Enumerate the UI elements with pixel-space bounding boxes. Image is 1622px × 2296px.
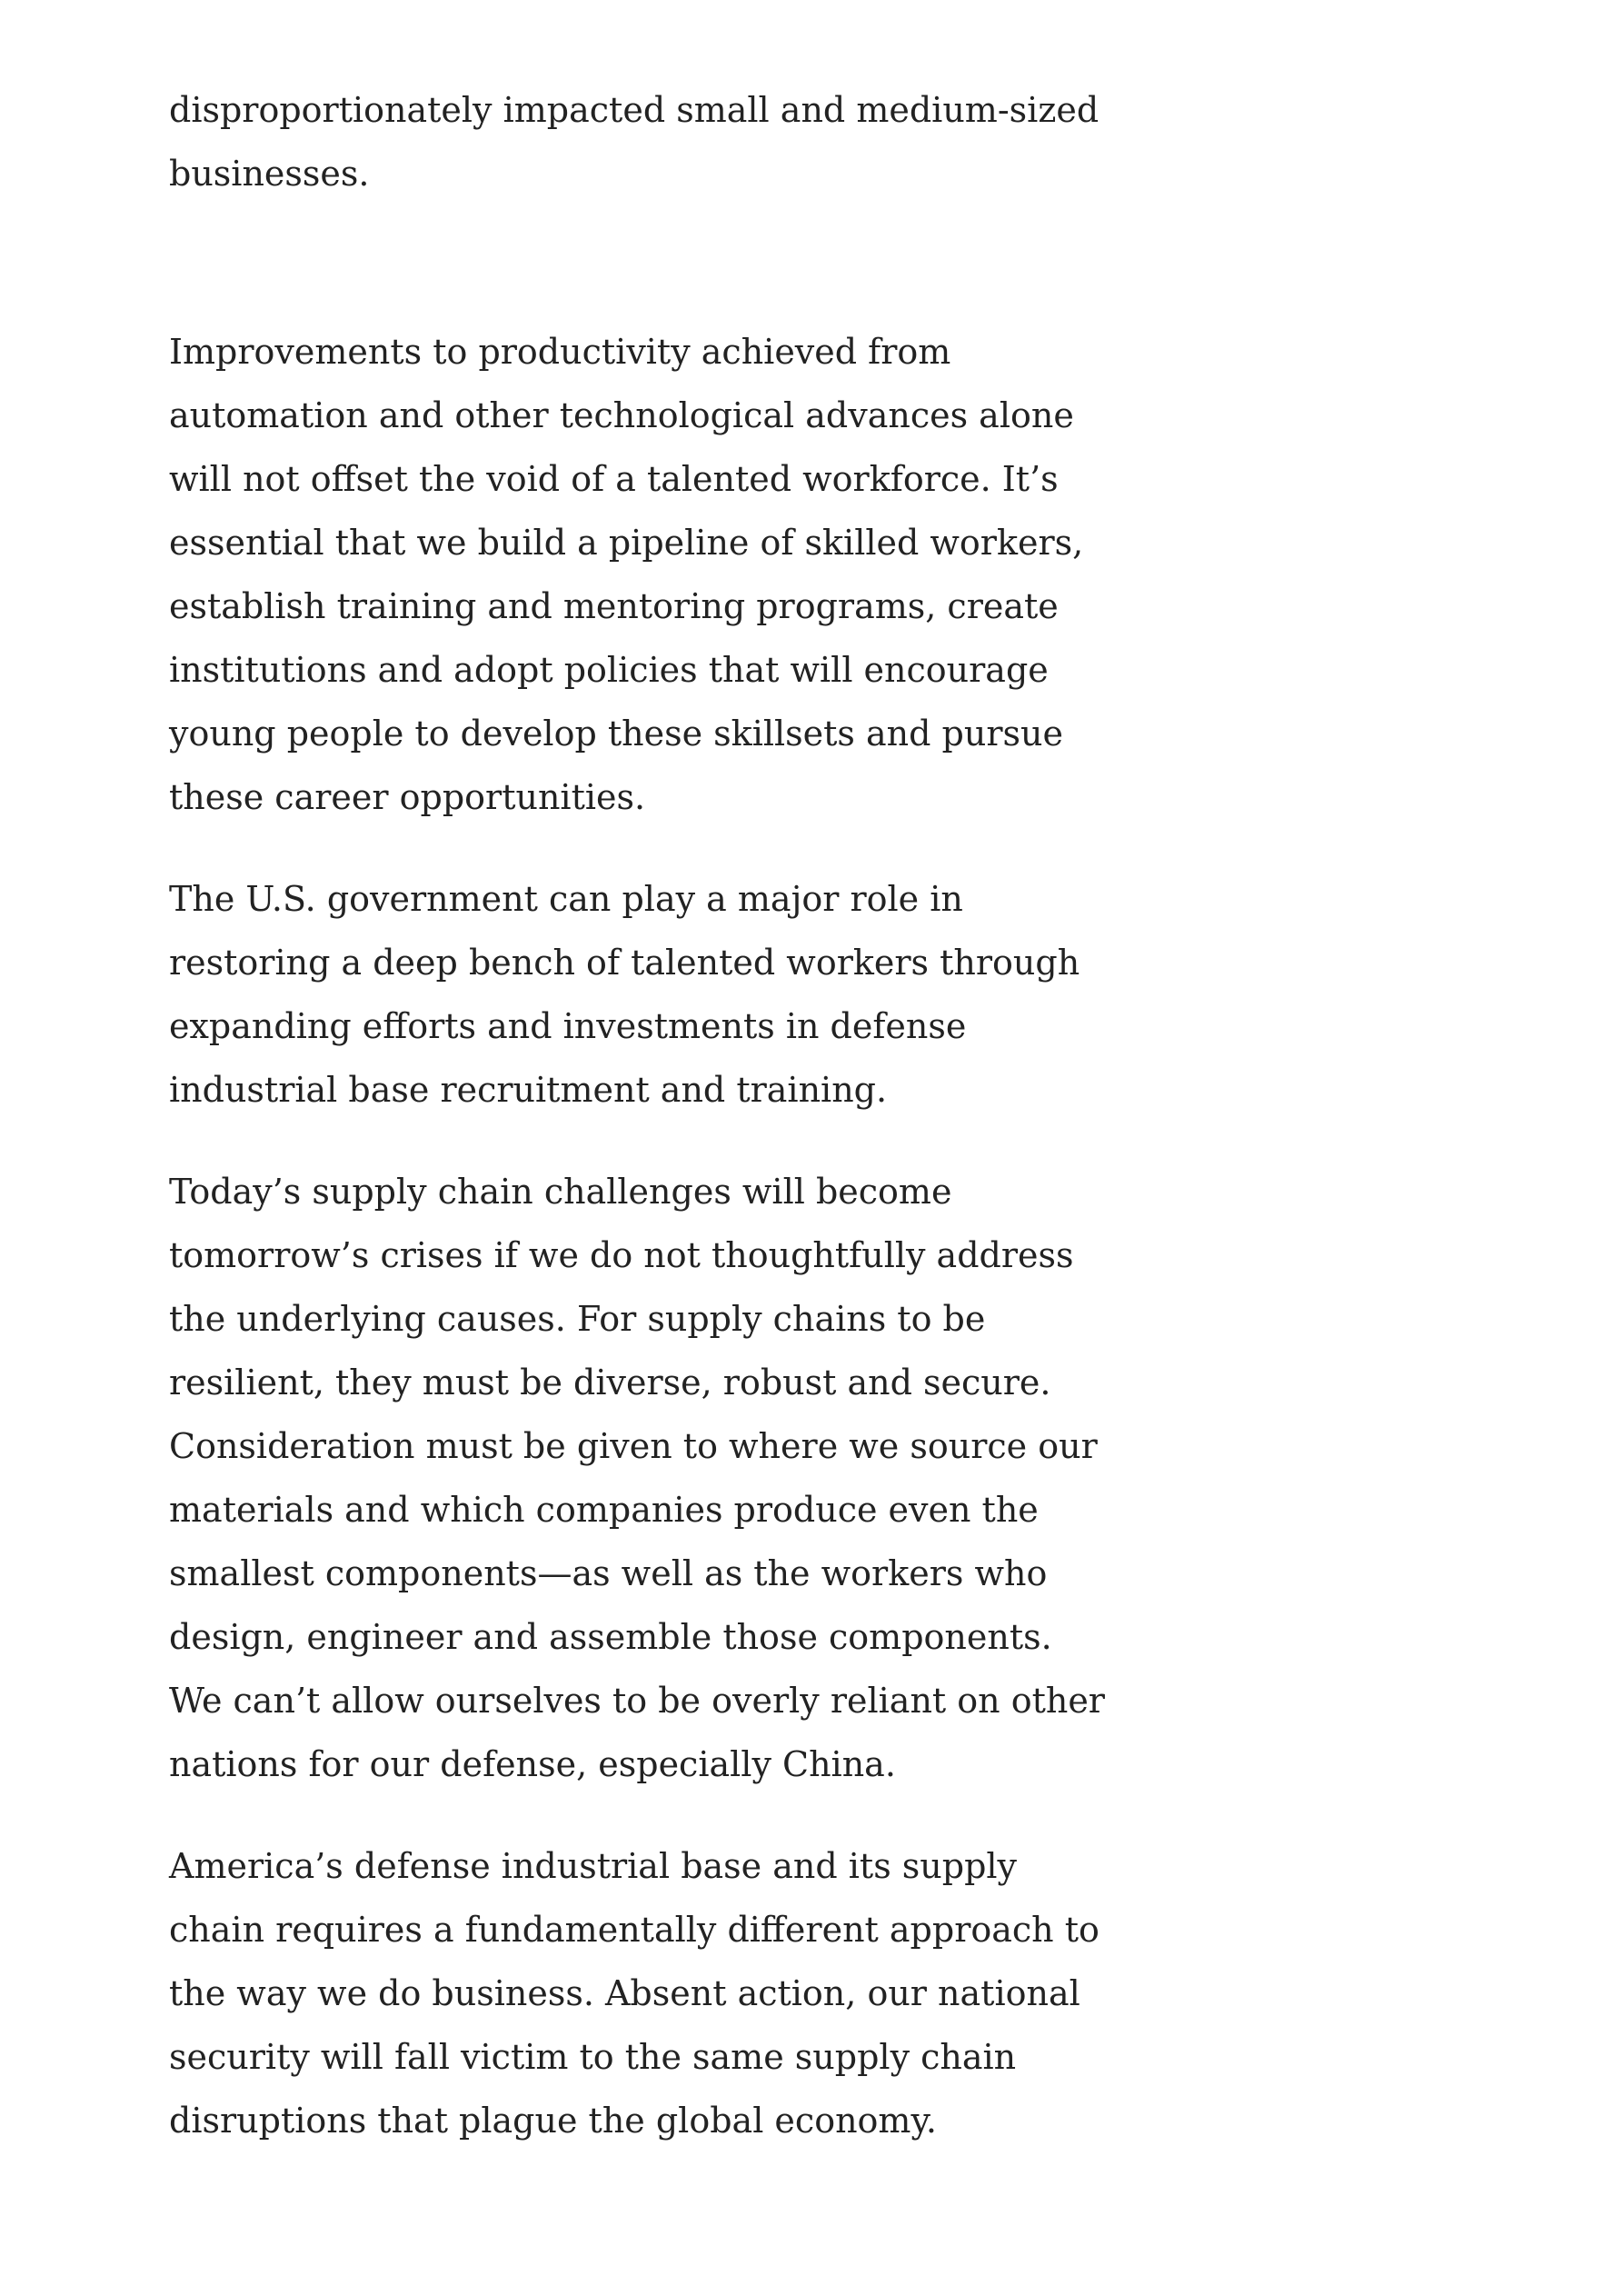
article-paragraph: America’s defense industrial base and its supply chain requires a fundamentally different approach to the way we do business. Absent action, our national security will fall victim to the same supply chain disruptions that plague the global economy. — [169, 1846, 1100, 2141]
article-paragraph: disproportionately impacted small and medium-sized businesses. — [169, 90, 1100, 194]
article-paragraph: Today’s supply chain challenges will become tomorrow’s crises if we do not thoughtfully address the underlying causes. For supply chains to be resilient, they must be diverse, robust and secure. Consideration must be given to where we source our materials and which companies produce even the smallest components—as well as the workers who design, engineer and assemble those components. We can’t allow ourselves to be overly reliant on other nations for our defense, especially China. — [169, 1172, 1105, 1784]
article-paragraph: Improvements to productivity achieved from automation and other technological advances alone will not offset the void of a talented workforce. It’s essential that we build a pipeline of skilled workers, establish training and mentoring programs, create institutions and adopt policies that will encourage young people to develop these skillsets and pursue these career opportunities. — [169, 332, 1084, 817]
article-paragraph: The U.S. government can play a major role in restoring a deep bench of talented workers through expanding efforts and investments in defense industrial base recruitment and training. — [169, 879, 1080, 1110]
article-body — [169, 78, 1114, 2191]
